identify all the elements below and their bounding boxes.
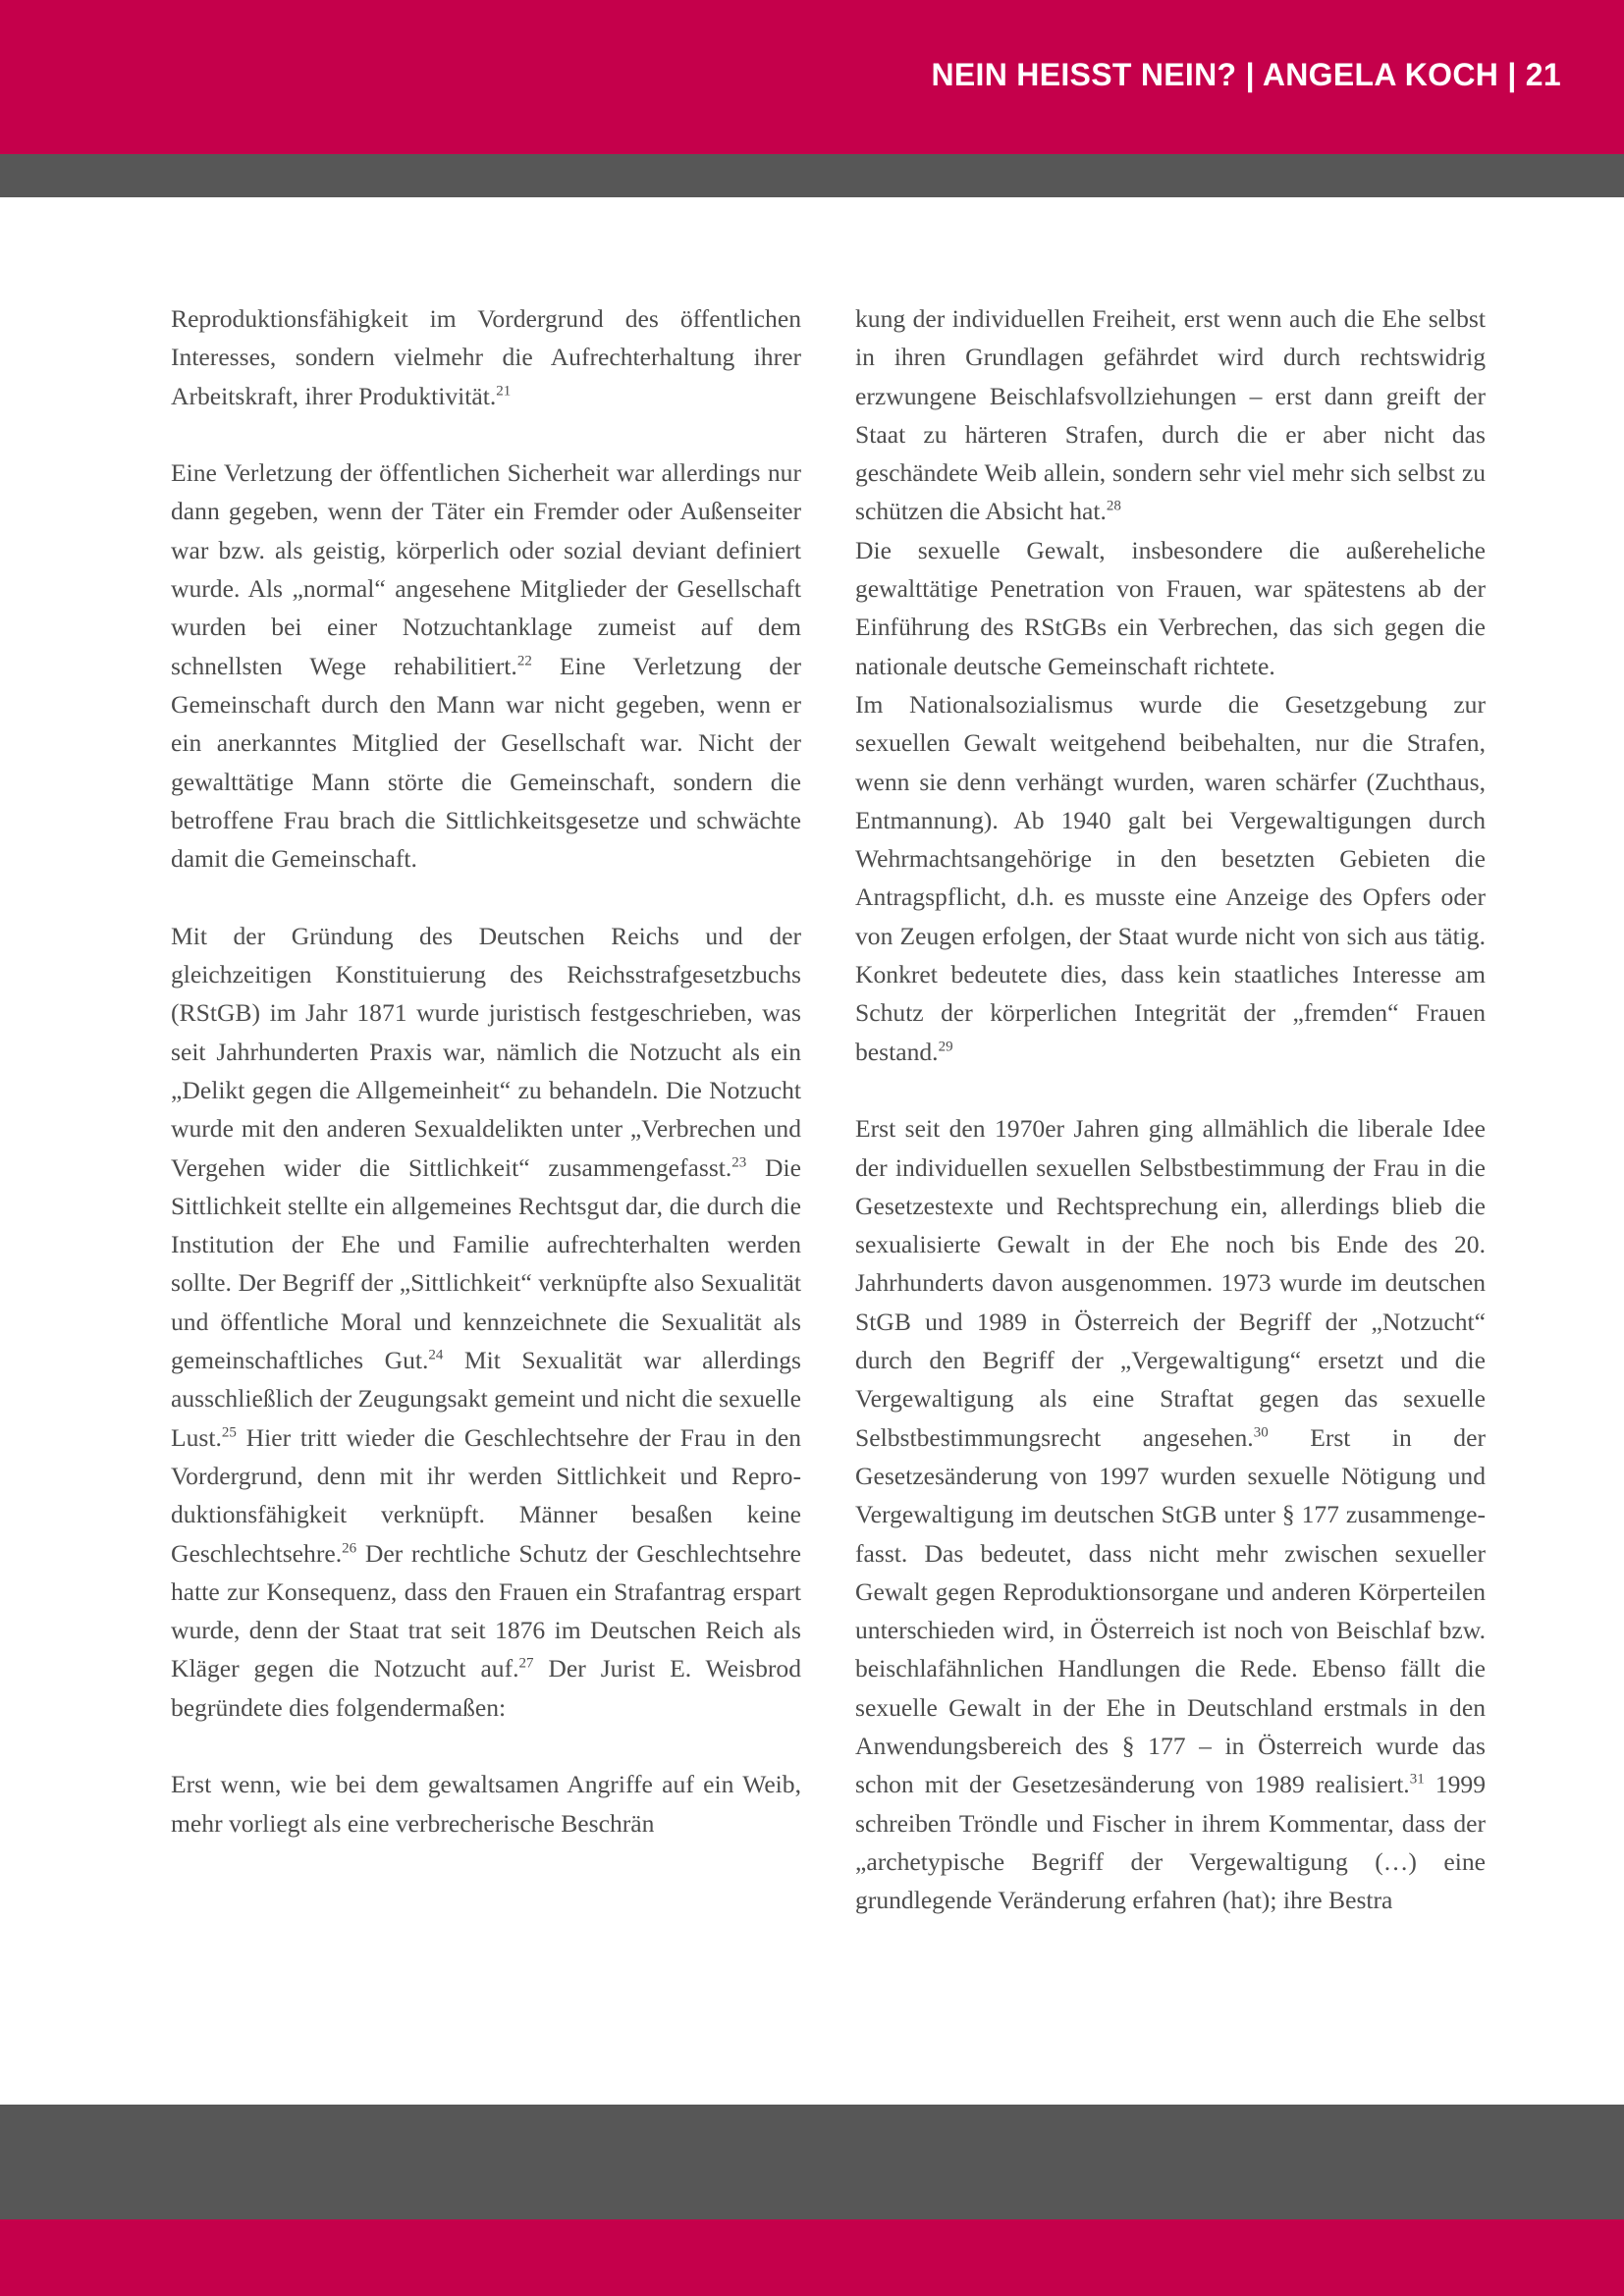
paragraph [171,917,801,1727]
footnote-ref: 22 [516,653,532,669]
footnote-ref: 23 [731,1154,747,1170]
paragraph-text: Hier tritt wieder die Geschlechtsehre der Frau in den Vordergrund, denn mit ihr werden Sittlichkeit und Reproduktionsfähigkeit verknüpft. Männer besaßen keine Geschlechtsehre. [171,1422,801,1568]
block-quote-continued [855,299,1486,531]
paragraph [855,531,1486,685]
paragraph-text: Eine Verletzung der Gemeinschaft durch den Mann war nicht gegeben, wenn er ein anerkanntes Mitglied der Gesellschaft war. Nicht der gewalttätige Mann störte die Gemeinschaft, sondern die betroffene Frau brach die Sittlichkeitsgesetze und schwächte damit die Gemeinschaft. [171,651,801,874]
paragraph-text: Erst seit den 1970er Jahren ging allmählich die liberale Idee der individuellen sexuellen Selbstbestimmung der Frau in die Gesetzestexte und Rechtsprechung ein, allerdings blieb die sexualisierte Gewalt in der Ehe noch bis Ende des 20. Jahrhunderts davon ausgenommen. 1973 wurde im deutschen StGB und 1989 in Österreich der Begriff der „Notzucht“ durch den Begriff der „Vergewaltigung“ ersetzt und die Vergewaltigung als eine Straftat gegen das sexuelle Selbstbestimmungsrecht angesehen. [855,1114,1486,1452]
paragraph-text: Der rechtliche Schutz der Geschlechtsehre hatte zur Konsequenz, dass den Frauen ein Strafantrag erspart wurde, denn der Staat trat seit 1876 im Deutschen Reich als Kläger gegen die Notzucht auf. [171,1538,801,1683]
footer-red-band [0,2219,1624,2296]
paragraph-text: Im Nationalsozialismus wurde die Gesetzgebung zur sexuellen Gewalt weitgehend beibehalten, nur die Strafen, wenn sie denn verhängt wurden, waren schärfer (Zuchthaus, Entmannung). Ab 1940 galt bei Vergewaltigungen durch Wehrmachtsangehörige in den besetzten Gebieten die Antragspflicht, d.h. es musste eine Anzeige des Opfers oder von Zeugen erfolgen, der Staat wurde nicht von sich aus tätig. Konkret bedeutete dies, dass kein staatliches Interesse am Schutz der körperlichen Integrität der „fremden“ Frauen bestand. [855,689,1486,1066]
paragraph [855,1109,1486,1919]
footnote-ref: 24 [428,1347,444,1363]
running-header-title: NEIN HEISST NEIN? | ANGELA KOCH | 21 [931,57,1561,92]
paragraph-text: Die sexuelle Gewalt, insbesondere die außereheliche gewalttätige Penetration von Frauen, war spätestens ab der Einführung des RStGBs ein Verbrechen, das sich gegen die nationale deutsche Gemeinschaft richtete. [855,535,1486,680]
paragraph-text: Mit der Gründung des Deutschen Reichs und der gleichzeitigen Konstituierung des Reichsstrafgesetzbuchs (RStGB) im Jahr 1871 wurde juristisch festgeschrieben, was seit Jahrhunderten Praxis war, nämlich die Notzucht als ein „Delikt gegen die Allgemeinheit“ zu behandeln. Die Notzucht wurde mit den anderen Sexualdelikten unter „Verbrechen und Vergehen wider die Sittlichkeit“ zusammengefasst. [171,921,801,1182]
header-grey-band [0,154,1624,197]
paragraph-text: Reproduktionsfähigkeit im Vordergrund des öffentlichen Interesses, sondern vielmehr die Aufrechterhaltung ihrer Arbeitskraft, ihrer Produktivität. [171,304,801,410]
footnote-ref: 27 [518,1655,534,1672]
footnote-ref: 29 [938,1039,953,1055]
paragraph-text: 1999 schreiben Tröndle und Fischer in ihrem Kommentar, dass der „archetypische Begriff der Vergewaltigung (…) eine grundlegende Veränderung erfahren (hat); ihre Bestra [855,1770,1486,1915]
footnote-ref: 30 [1253,1424,1269,1441]
footnote-ref: 21 [496,383,512,400]
footnote-ref: 31 [1409,1771,1425,1788]
right-text-column [855,299,1486,1919]
paragraph [855,685,1486,1071]
paragraph-text: Erst in der Gesetzesänderung von 1997 wurden sexuelle Nötigung und Vergewaltigung im deutschen StGB unter § 177 zusammengefasst. Das bedeutet, dass nicht mehr zwischen sexueller Gewalt gegen Reproduktionsorgane und anderen Körperteilen unterschieden wird, in Österreich ist noch von Beischlaf bzw. beischlafähnlichen Handlungen die Rede. Ebenso fällt die sexuelle Gewalt in der Ehe in Deutschland erstmals in den Anwendungsbereich des § 177 – in Österreich wurde das schon mit der Gesetzesänderung von 1989 realisiert. [855,1422,1486,1799]
header-bar [0,0,1624,154]
paragraph-text: Mit Sexualität war allerdings ausschließlich der Zeugungsakt gemeint und nicht die sexuelle Lust. [171,1346,801,1452]
footnote-ref: 25 [221,1424,237,1441]
paragraph-text: kung der individuellen Freiheit, erst wenn auch die Ehe selbst in ihren Grundlagen gefährdet wird durch rechtswidrig erzwungene Beischlafsvollziehungen – erst dann greift der Staat zu härteren Strafen, durch die er aber nicht das geschändete Weib allein, sondern sehr viel mehr sich selbst zu schützen die Absicht hat. [855,304,1486,526]
paragraph-text: Eine Verletzung der öffentlichen Sicherheit war allerdings nur dann gegeben, wenn der Täter ein Fremder oder Außenseiter war bzw. als geistig, körperlich oder sozial deviant definiert wurde. Als „normal“ angesehene Mitglieder der Gesellschaft wurden bei einer Notzuchtanklage zumeist auf dem schnellsten Wege rehabilitiert. [171,458,801,680]
paragraph-text: Erst wenn, wie bei dem gewaltsamen Angriffe auf ein Weib, mehr vorliegt als eine verbrecherische Beschrän [171,1770,801,1838]
left-text-column [171,299,801,1842]
paragraph [171,454,801,878]
block-quote [171,1765,801,1842]
footer-grey-band [0,2105,1624,2219]
footnote-ref: 26 [342,1539,357,1556]
footnote-ref: 28 [1106,498,1121,514]
paragraph-text: Der Jurist E. Weisbrod begründete dies folgendermaßen: [171,1654,801,1722]
paragraph [171,299,801,415]
paragraph-text: Die Sittlichkeit stellte ein allgemeines Rechtsgut dar, die durch die Institution der Ehe und Familie aufrechterhalten werden sollte. Der Begriff der „Sittlichkeit“ verknüpfte also Sexualität und öffentliche Moral und kennzeichnete die Sexualität als gemeinschaftliches Gut. [171,1152,801,1375]
